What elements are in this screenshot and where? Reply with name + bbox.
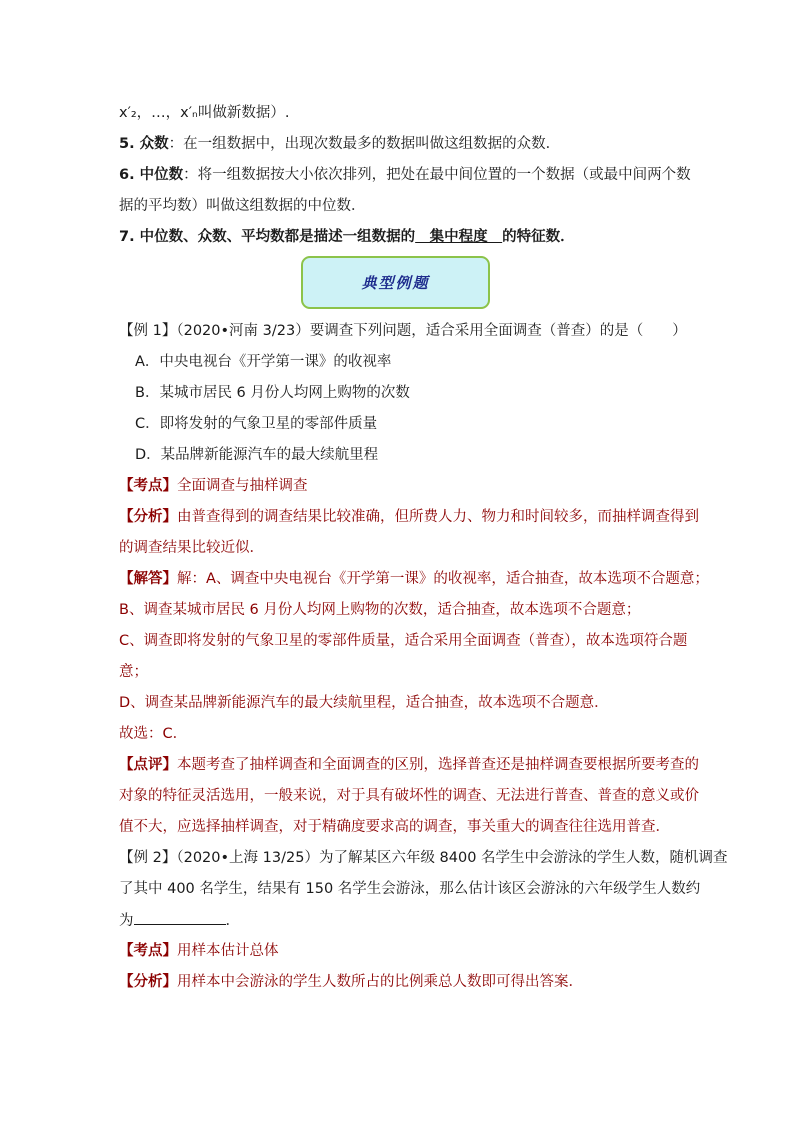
kaodian2-text: 用样本估计总体 xyxy=(177,943,279,959)
fenxi2-tag: 【分析】 xyxy=(119,974,177,990)
fenxi-tag: 【分析】 xyxy=(119,509,177,525)
example2-stem-3 xyxy=(119,910,240,931)
example2-stem-3-text: 为 xyxy=(119,913,134,929)
example1-stem-text: （2020•河南 3/23）要调查下列问题，适合采用全面调查（普查）的是（ ） xyxy=(176,323,687,339)
example2-fenxi xyxy=(119,972,583,992)
example2-stem-text: （2020•上海 13/25）为了解某区六年级 8400 名学生中会游泳的学生人数，随机调查 xyxy=(176,850,728,866)
example1-jieda-d: D、调查某品牌新能源汽车的最大续航里程，适合抽查，故本选项不合题意． xyxy=(119,695,609,711)
example1-answer: 故选：C． xyxy=(119,726,188,742)
example2-kaodian xyxy=(119,941,279,961)
example2-stem-3-end: ． xyxy=(225,913,240,929)
example1-jieda xyxy=(119,569,709,589)
example1-dianping xyxy=(119,755,699,775)
example1-jieda-b: B、调查某城市居民 6 月份人均网上购物的次数，适合抽查，故本选项不合题意； xyxy=(119,602,641,618)
definition-mode xyxy=(119,134,560,154)
section-banner-label: 典型例题 xyxy=(361,274,430,292)
kaodian-text: 全面调查与抽样调查 xyxy=(177,478,308,494)
example1-dianping-3: 值不大，应选择抽样调查，对于精确度要求高的调查，事关重大的调查往往选用普查． xyxy=(119,819,670,835)
example1-option-a: A．中央电视台《开学第一课》的收视率 xyxy=(135,354,392,370)
ct-pre: 7. 中位数、众数、平均数都是描述一组数据的 xyxy=(119,229,416,245)
example1-fenxi xyxy=(119,507,699,527)
definition-mode-text: ：在一组数据中，出现次数最多的数据叫做这组数据的众数． xyxy=(168,136,561,152)
jieda-text: 解：A、调查中央电视台《开学第一课》的收视率，适合抽查，故本选项不合题意； xyxy=(177,571,709,587)
ct-answer: 集中程度 xyxy=(415,229,503,245)
term-mode: 5. 众数 xyxy=(119,136,169,152)
dianping-text: 本题考查了抽样调查和全面调查的区别，选择普查还是抽样调查要根据所要考查的 xyxy=(177,757,699,773)
example1-kaodian xyxy=(119,476,308,496)
kaodian2-tag: 【考点】 xyxy=(119,943,177,959)
dianping-tag: 【点评】 xyxy=(119,757,177,773)
answer-blank[interactable] xyxy=(134,910,226,925)
example2-tag: 【例 2】 xyxy=(119,850,177,866)
definition-median-text: ：将一组数据按大小依次排列，把处在最中间位置的一个数据（或最中间两个数 xyxy=(183,167,691,183)
example1-jieda-c: C、调查即将发射的气象卫星的零部件质量，适合采用全面调查（普查），故本选项符合题 xyxy=(119,633,688,649)
section-banner xyxy=(301,256,490,309)
example1-stem xyxy=(119,321,687,341)
example1-tag: 【例 1】 xyxy=(119,323,177,339)
example1-option-d: D．某品牌新能源汽车的最大续航里程 xyxy=(135,447,379,463)
kaodian-tag: 【考点】 xyxy=(119,478,177,494)
definition-central-tendency xyxy=(119,227,575,247)
example2-stem xyxy=(119,848,728,868)
example1-option-b: B．某城市居民 6 月份人均网上购物的次数 xyxy=(135,385,410,401)
term-median: 6. 中位数 xyxy=(119,167,184,183)
example1-fenxi-cont: 的调查结果比较近似． xyxy=(119,540,264,556)
jieda-tag: 【解答】 xyxy=(119,571,177,587)
ct-post: 的特征数． xyxy=(502,229,575,245)
example1-dianping-2: 对象的特征灵活选用，一般来说，对于具有破坏性的调查、无法进行普查、普查的意义或价 xyxy=(119,788,699,804)
example2-stem-2: 了其中 400 名学生，结果有 150 名学生会游泳，那么估计该区会游泳的六年级学生人数约 xyxy=(119,881,701,897)
example1-jieda-c-cont: 意； xyxy=(119,664,148,680)
line-new-data: x′₂，…，x′ₙ叫做新数据）. xyxy=(119,105,290,121)
definition-median-cont: 据的平均数）叫做这组数据的中位数． xyxy=(119,198,366,214)
fenxi-text: 由普查得到的调查结果比较准确，但所费人力、物力和时间较多，而抽样调查得到 xyxy=(177,509,699,525)
fenxi2-text: 用样本中会游泳的学生人数所占的比例乘总人数即可得出答案． xyxy=(177,974,583,990)
definition-median xyxy=(119,165,691,185)
example1-option-c: C．即将发射的气象卫星的零部件质量 xyxy=(135,416,378,432)
